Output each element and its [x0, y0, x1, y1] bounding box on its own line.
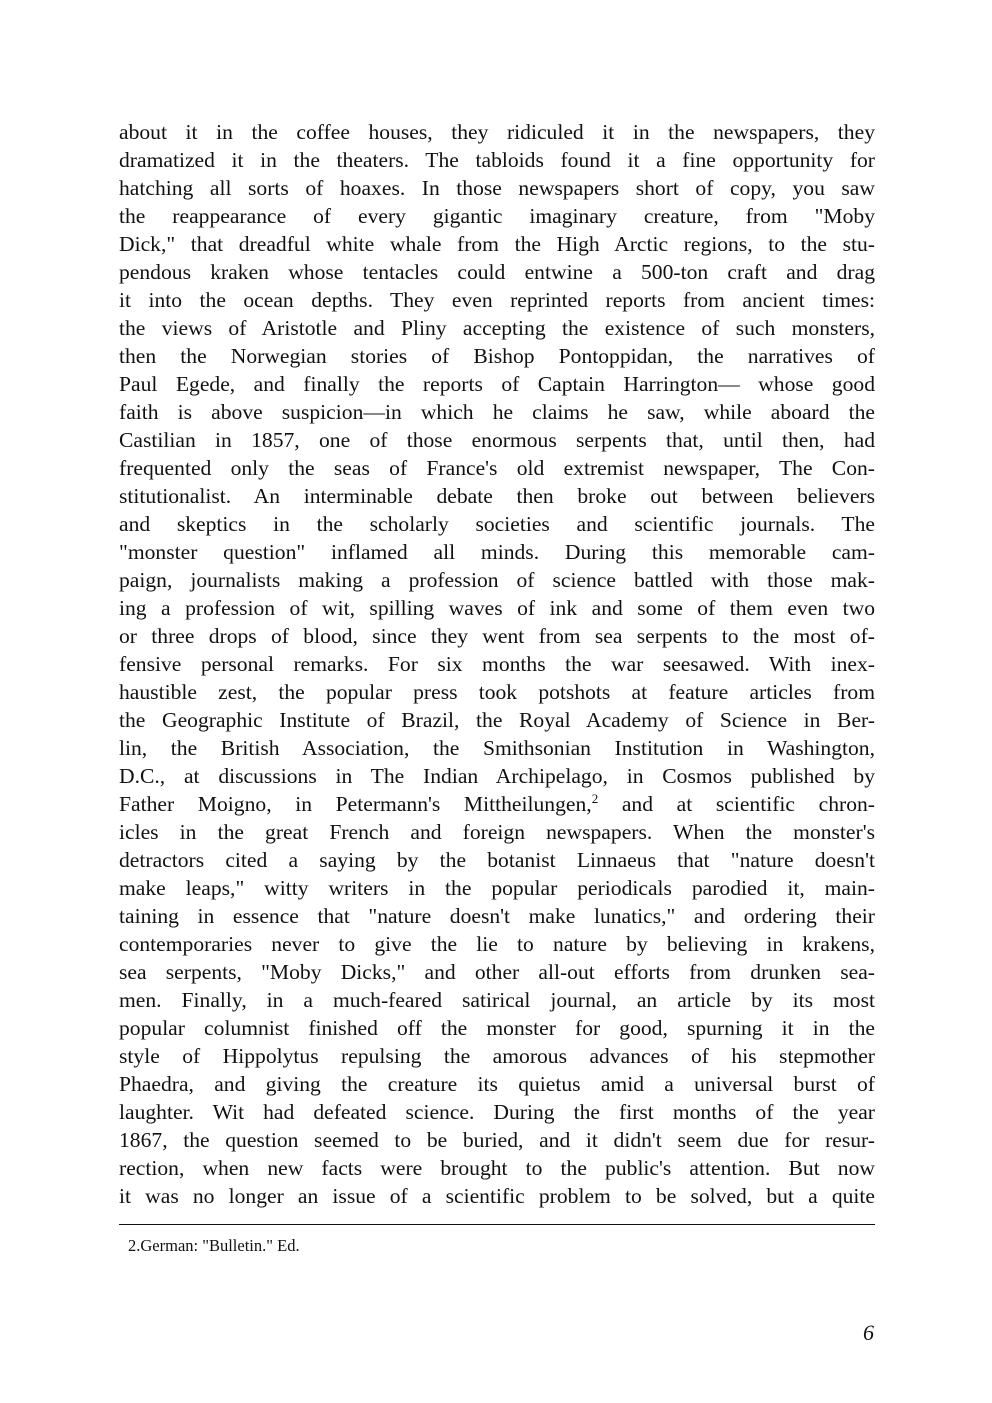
text-line: D.C., at discussions in The Indian Archipelago, in Cosmos published by — [119, 764, 875, 788]
text-line: Dick," that dreadful white whale from the High Arctic regions, to the stu- — [119, 232, 875, 256]
page-number: 6 — [863, 1320, 874, 1345]
text-line: Paul Egede, and finally the reports of Captain Harrington— whose good — [119, 372, 875, 396]
text-line: popular columnist finished off the monster for good, spurning it in the — [119, 1016, 875, 1040]
text-line: lin, the British Association, the Smithsonian Institution in Washington, — [119, 736, 875, 760]
text-line: detractors cited a saying by the botanist Linnaeus that "nature doesn't — [119, 848, 875, 872]
text-line: or three drops of blood, since they went from sea serpents to the most of- — [119, 624, 875, 648]
text-line: frequented only the seas of France's old extremist newspaper, The Con- — [119, 456, 875, 480]
text-line: ing a profession of wit, spilling waves of ink and some of them even two — [119, 596, 875, 620]
text-line: the views of Aristotle and Pliny accepting the existence of such monsters, — [119, 316, 875, 340]
text-line: pendous kraken whose tentacles could entwine a 500-ton craft and drag — [119, 260, 875, 284]
footnote-divider — [119, 1224, 875, 1225]
text-line: it into the ocean depths. They even reprinted reports from ancient times: — [119, 288, 875, 312]
text-line: dramatized it in the theaters. The tabloids found it a fine opportunity for — [119, 148, 875, 172]
text-line: haustible zest, the popular press took potshots at feature articles from — [119, 680, 875, 704]
footnote: 2.German: "Bulletin." Ed. — [128, 1236, 300, 1255]
text-line: sea serpents, "Moby Dicks," and other all-out efforts from drunken sea- — [119, 960, 875, 984]
text-line: 1867, the question seemed to be buried, and it didn't seem due for resur- — [119, 1128, 875, 1152]
text-line-start: Father Moigno, in Petermann's Mittheilungen, — [119, 792, 592, 816]
text-line: about it in the coffee houses, they ridiculed it in the newspapers, they — [119, 120, 875, 144]
text-line: Phaedra, and giving the creature its quietus amid a universal burst of — [119, 1072, 875, 1096]
text-line: taining in essence that "nature doesn't make lunatics," and ordering their — [119, 904, 875, 928]
text-line-end: and at scientific chron- — [598, 792, 875, 816]
text-line: fensive personal remarks. For six months the war seesawed. With inex- — [119, 652, 875, 676]
text-line: stitutionalist. An interminable debate then broke out between believers — [119, 484, 875, 508]
text-line: make leaps," witty writers in the popular periodicals parodied it, main- — [119, 876, 875, 900]
text-line: contemporaries never to give the lie to nature by believing in krakens, — [119, 932, 875, 956]
text-line: faith is above suspicion—in which he claims he saw, while aboard the — [119, 400, 875, 424]
text-line: style of Hippolytus repulsing the amorous advances of his stepmother — [119, 1044, 875, 1068]
text-line: the Geographic Institute of Brazil, the Royal Academy of Science in Ber- — [119, 708, 875, 732]
text-line: men. Finally, in a much-feared satirical journal, an article by its most — [119, 988, 875, 1012]
text-line: it was no longer an issue of a scientific problem to be solved, but a quite — [119, 1184, 875, 1208]
body-text — [119, 118, 875, 1210]
footnote-reference[interactable]: 2 — [591, 791, 599, 806]
text-line: and skeptics in the scholarly societies and scientific journals. The — [119, 512, 875, 536]
text-line: "monster question" inflamed all minds. During this memorable cam- — [119, 540, 875, 564]
text-line: hatching all sorts of hoaxes. In those newspapers short of copy, you saw — [119, 176, 875, 200]
text-line: then the Norwegian stories of Bishop Pontoppidan, the narratives of — [119, 344, 875, 368]
text-line-with-footnote-ref — [119, 790, 875, 818]
text-line: Castilian in 1857, one of those enormous serpents that, until then, had — [119, 428, 875, 452]
text-line: laughter. Wit had defeated science. During the first months of the year — [119, 1100, 875, 1124]
text-line: paign, journalists making a profession of science battled with those mak- — [119, 568, 875, 592]
text-line: the reappearance of every gigantic imaginary creature, from "Moby — [119, 204, 875, 228]
text-line: icles in the great French and foreign newspapers. When the monster's — [119, 820, 875, 844]
text-line: rection, when new facts were brought to the public's attention. But now — [119, 1156, 875, 1180]
